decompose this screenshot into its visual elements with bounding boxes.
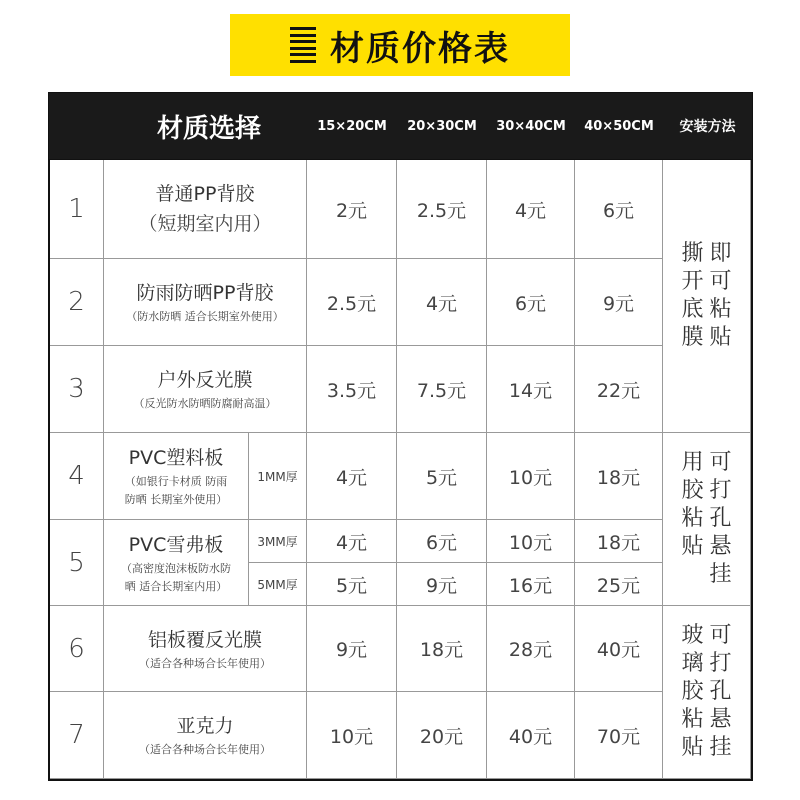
header-size-3: 30×40CM <box>496 118 566 134</box>
install-method-peel <box>663 160 751 433</box>
price-cell: 2.5元 <box>397 160 487 259</box>
price-cell: 40元 <box>575 606 663 692</box>
header-size-4: 40×50CM <box>584 118 654 134</box>
price-cell: 4元 <box>487 160 575 259</box>
price-cell: 18元 <box>575 433 663 520</box>
row-number: 5 <box>50 520 104 606</box>
price-cell: 14元 <box>487 346 575 433</box>
material-name: 防雨防晒PP背胶 <box>136 282 274 304</box>
price-cell: 6元 <box>575 160 663 259</box>
material-note: 晒 适合长期室内用） <box>124 579 228 593</box>
price-cell: 5元 <box>307 563 397 606</box>
price-cell: 22元 <box>575 346 663 433</box>
material-cell <box>104 606 307 692</box>
material-name: 铝板覆反光膜 <box>147 628 262 651</box>
price-cell: 70元 <box>575 692 663 779</box>
install-method-glass-glue-or-hang <box>663 606 751 779</box>
price-cell: 3.5元 <box>307 346 397 433</box>
table-header <box>49 93 752 159</box>
material-note: （反光防水防晒防腐耐高温） <box>133 397 277 410</box>
material-name: PVC塑料板 <box>128 447 224 469</box>
price-cell: 10元 <box>487 433 575 520</box>
price-cell: 10元 <box>307 692 397 779</box>
price-cell: 20元 <box>397 692 487 779</box>
price-cell: 18元 <box>575 520 663 563</box>
material-note: 防晒 长期室外使用） <box>124 493 228 506</box>
thickness-label: 3MM厚 <box>249 520 307 563</box>
price-cell: 9元 <box>307 606 397 692</box>
material-note: （适合各种场合长年使用） <box>139 656 271 670</box>
row-number: 7 <box>50 692 104 779</box>
row-number: 1 <box>50 160 104 259</box>
price-table <box>48 92 753 781</box>
material-note: （高密度泡沫板防水防 <box>121 561 231 575</box>
material-cell <box>104 160 307 259</box>
material-note: （如银行卡材质 防雨 <box>124 475 228 488</box>
price-cell: 9元 <box>575 259 663 346</box>
price-cell: 4元 <box>307 433 397 520</box>
price-cell: 6元 <box>397 520 487 563</box>
header-size-2: 20×30CM <box>407 118 477 134</box>
thickness-label: 1MM厚 <box>249 433 307 520</box>
material-name: 普通PP背胶 <box>155 183 255 205</box>
material-cell <box>104 520 249 606</box>
row-number: 3 <box>50 346 104 433</box>
price-cell: 25元 <box>575 563 663 606</box>
price-cell: 7.5元 <box>397 346 487 433</box>
install-col: 可 打 孔 悬 挂 <box>709 623 732 760</box>
install-col: 玻 璃 胶 粘 贴 <box>681 623 704 760</box>
row-number: 4 <box>50 433 104 520</box>
row-number: 6 <box>50 606 104 692</box>
material-name: 亚克力 <box>176 715 234 737</box>
title-banner <box>230 14 570 76</box>
material-note: （防水防晒 适合长期室外使用） <box>126 310 284 323</box>
price-cell: 5元 <box>397 433 487 520</box>
header-material: 材质选择 <box>156 113 261 144</box>
material-cell <box>104 692 307 779</box>
install-method-glue-or-hang <box>663 433 751 606</box>
material-name: 户外反光膜 <box>157 369 253 391</box>
price-cell: 40元 <box>487 692 575 779</box>
page-title: 材质价格表 <box>330 28 510 69</box>
price-cell: 4元 <box>397 259 487 346</box>
header-install: 安装方法 <box>679 119 736 135</box>
material-name: PVC雪弗板 <box>128 533 224 556</box>
material-cell <box>104 259 307 346</box>
row-number: 2 <box>50 259 104 346</box>
price-cell: 2.5元 <box>307 259 397 346</box>
table-body <box>50 160 751 779</box>
price-cell: 28元 <box>487 606 575 692</box>
install-col: 撕 开 底 膜 <box>681 241 704 350</box>
price-cell: 6元 <box>487 259 575 346</box>
thickness-label: 5MM厚 <box>249 563 307 606</box>
header-size-1: 15×20CM <box>317 118 387 134</box>
price-cell: 10元 <box>487 520 575 563</box>
price-cell: 9元 <box>397 563 487 606</box>
price-cell: 2元 <box>307 160 397 259</box>
list-lines-icon <box>290 27 316 63</box>
material-note: （适合各种场合长年使用） <box>139 743 271 756</box>
install-col: 可 打 孔 悬 挂 <box>709 450 732 587</box>
material-cell <box>104 346 307 433</box>
price-cell: 4元 <box>307 520 397 563</box>
install-col: 用 胶 粘 贴 <box>681 450 704 559</box>
price-cell: 16元 <box>487 563 575 606</box>
material-note: （短期室内用） <box>138 213 272 235</box>
price-cell: 18元 <box>397 606 487 692</box>
install-col: 即 可 粘 贴 <box>709 241 732 350</box>
material-cell <box>104 433 249 520</box>
